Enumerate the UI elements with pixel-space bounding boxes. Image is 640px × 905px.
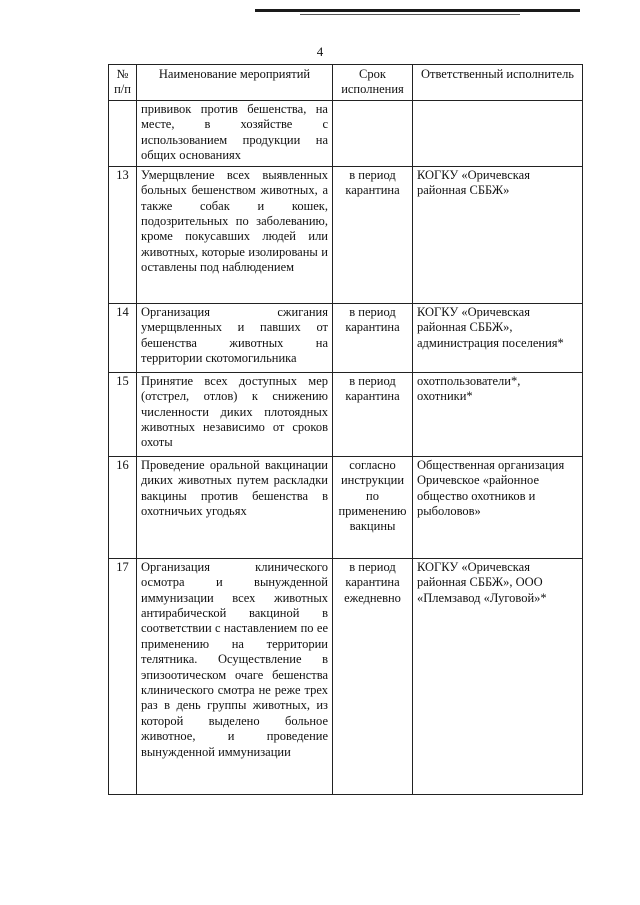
- measures-table: [108, 64, 583, 795]
- row-name: Проведение оральной вакцинации диких животных путем раскладки вакцины против бешенства в охотничьих угодьях: [137, 456, 333, 558]
- table-row: [109, 372, 583, 456]
- row-num: 14: [109, 303, 137, 372]
- row-responsible: [413, 100, 583, 166]
- row-name: прививок против бешенства, на месте, в хозяйстве с использованием продукции на общих основаниях: [137, 100, 333, 166]
- top-rule: [255, 9, 580, 12]
- row-name: Умерщвление всех выявленных больных бешенством животных, а также собак и кошек, подозрительных по заболеванию, кроме покусавших людей или животных, которые изолированы и оставлены под наблюдением: [137, 166, 333, 303]
- row-term: согласно инструкции по применению вакцины: [333, 456, 413, 558]
- row-term: в период карантина: [333, 166, 413, 303]
- row-term: в период карантина ежедневно: [333, 558, 413, 794]
- header-responsible: Ответственный исполнитель: [413, 65, 583, 101]
- header-name: Наименование мероприятий: [137, 65, 333, 101]
- row-name: Организация клинического осмотра и вынужденной иммунизации всех животных антирабической вакциной в соответствии с наставлением по ее применению на территории телятника. Осуществление в эпизоотическом очаге бешенства клинического смотра не реже трех раз в день группы животных, из которой выделено больное животное, и проведение вынужденной иммунизации: [137, 558, 333, 794]
- row-num: [109, 100, 137, 166]
- row-responsible: КОГКУ «Оричевская районная СББЖ»: [413, 166, 583, 303]
- table-row: [109, 166, 583, 303]
- row-name: Организация сжигания умерщвленных и павших от бешенства животных на территории скотомогильника: [137, 303, 333, 372]
- row-term: в период карантина: [333, 372, 413, 456]
- table-row: [109, 456, 583, 558]
- table-row: [109, 558, 583, 794]
- table-header-row: [109, 65, 583, 101]
- row-name: Принятие всех доступных мер (отстрел, отлов) к снижению численности диких плотоядных животных независимо от сроков охоты: [137, 372, 333, 456]
- table-row: [109, 303, 583, 372]
- row-responsible: Общественная организация Оричевское «районное общество охотников и рыболовов»: [413, 456, 583, 558]
- row-term: в период карантина: [333, 303, 413, 372]
- row-term: [333, 100, 413, 166]
- row-responsible: КОГКУ «Оричевская районная СББЖ», ООО «Племзавод «Луговой»*: [413, 558, 583, 794]
- row-num: 17: [109, 558, 137, 794]
- header-num: № п/п: [109, 65, 137, 101]
- page-number: 4: [316, 44, 324, 59]
- row-num: 15: [109, 372, 137, 456]
- table-row: [109, 100, 583, 166]
- header-term: Срок исполнения: [333, 65, 413, 101]
- row-num: 16: [109, 456, 137, 558]
- top-rule-thin: [300, 14, 520, 15]
- row-responsible: КОГКУ «Оричевская районная СББЖ», администрация поселения*: [413, 303, 583, 372]
- row-num: 13: [109, 166, 137, 303]
- row-responsible: охотпользователи*, охотники*: [413, 372, 583, 456]
